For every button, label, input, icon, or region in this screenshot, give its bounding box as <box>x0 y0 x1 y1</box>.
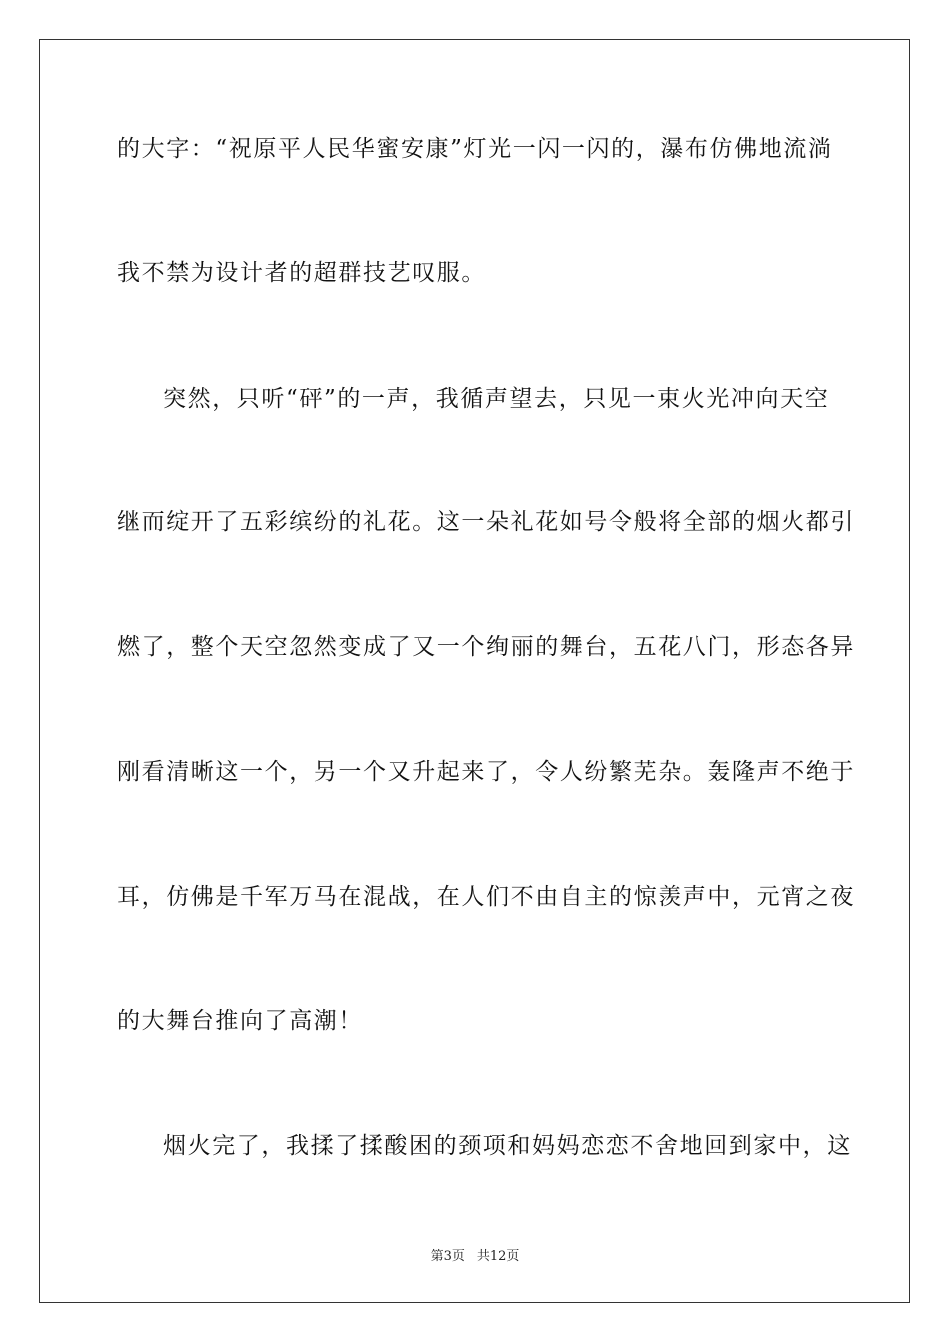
text-line-7: 耳，仿佛是千军万马在混战，在人们不由自主的惊羡声中，元宵之夜 <box>117 884 855 910</box>
text-line-6: 刚看清晰这一个，另一个又升起来了，令人纷繁芜杂。轰隆声不绝于 <box>117 759 855 785</box>
page-border <box>39 39 910 1303</box>
text-line-9: 烟火完了，我揉了揉酸困的颈项和妈妈恋恋不舍地回到家中，这 <box>163 1133 852 1159</box>
page-footer <box>0 1248 950 1266</box>
page-number: 第3页 <box>430 1249 465 1264</box>
text-line-5: 燃了，整个天空忽然变成了又一个绚丽的舞台，五花八门，形态各异 <box>117 634 855 660</box>
text-line-2: 我不禁为设计者的超群技艺叹服。 <box>117 260 486 286</box>
total-pages: 共12页 <box>476 1249 520 1264</box>
text-line-1: 的大字：“祝原平人民华蜜安康”灯光一闪一闪的，瀑布仿佛地流淌 <box>117 136 833 162</box>
text-line-3: 突然，只听“砰”的一声，我循声望去，只见一束火光冲向天空 <box>163 386 830 412</box>
text-line-8: 的大舞台推向了高潮！ <box>117 1008 363 1034</box>
text-line-4: 继而绽开了五彩缤纷的礼花。这一朵礼花如号令般将全部的烟火都引 <box>117 509 855 535</box>
